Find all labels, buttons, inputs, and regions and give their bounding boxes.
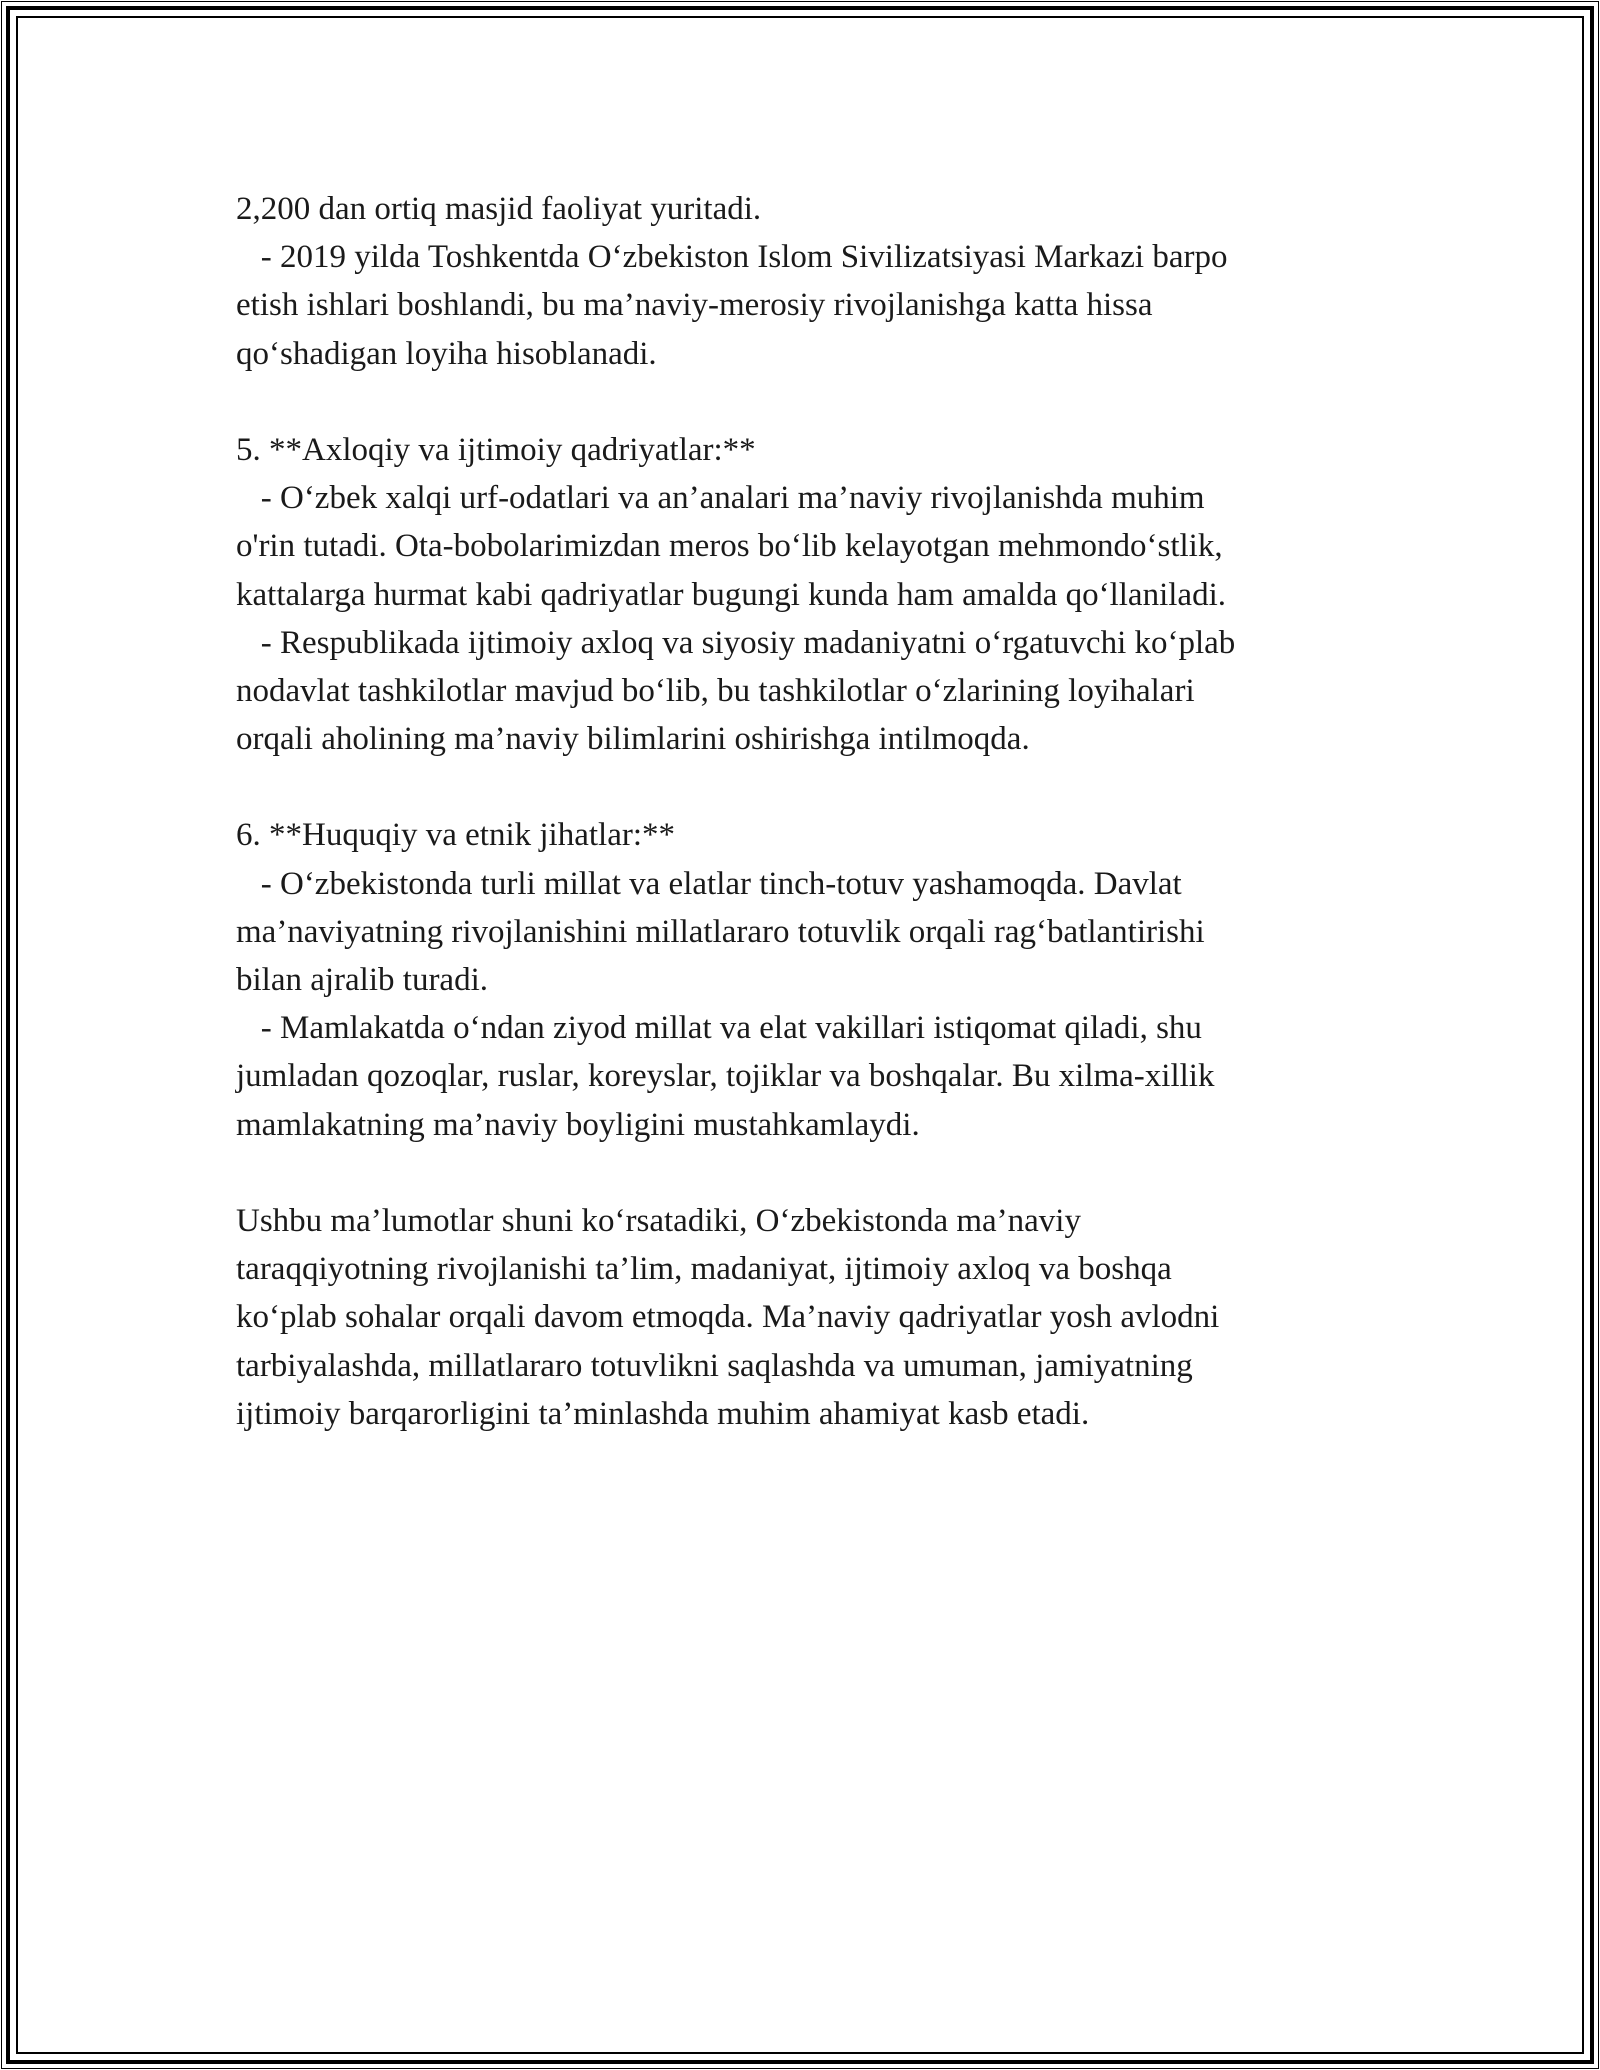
text-line: ijtimoiy barqarorligini ta’minlashda muhim ahamiyat kasb etadi. [236,1395,1090,1432]
document-body [236,185,1366,1438]
text-line: - O‘zbekistonda turli millat va elatlar tinch-totuv yashamoqda. Davlat [236,865,1182,902]
text-line: bilan ajralib turadi. [236,962,488,998]
text-line: ko‘plab sohalar orqali davom etmoqda. Ma’naviy qadriyatlar yosh avlodni [236,1299,1220,1336]
text-line: - 2019 yilda Toshkentda O‘zbekiston Islom Sivilizatsiyasi Markazi barpo [236,239,1228,276]
text-line: qo‘shadigan loyiha hisoblanadi. [236,335,657,372]
text-line: tarbiyalashda, millatlararo totuvlikni saqlashda va umuman, jamiyatning [236,1347,1193,1384]
text-line: nodavlat tashkilotlar mavjud bo‘lib, bu tashkilotlar o‘zlarining loyihalari [236,672,1195,709]
text-line: Ushbu ma’lumotlar shuni ko‘rsatadiki, O‘zbekistonda ma’naviy [236,1202,1081,1239]
text-line: - Respublikada ijtimoiy axloq va siyosiy madaniyatni o‘rgatuvchi ko‘plab [236,624,1236,661]
text-line: mamlakatning ma’naviy boyligini mustahkamlaydi. [236,1106,920,1143]
text-line: jumladan qozoqlar, ruslar, koreyslar, tojiklar va boshqalar. Bu xilma-xillik [236,1058,1215,1095]
paragraph [236,1197,1366,1438]
paragraph-gap [236,763,1366,811]
text-line: ma’naviyatning rivojlanishini millatlararo totuvlik orqali rag‘batlantirishi [236,913,1205,950]
text-line: 2,200 dan ortiq masjid faoliyat yuritadi. [236,191,762,227]
paragraph [236,185,1366,378]
text-line: taraqqiyotning rivojlanishi ta’lim, madaniyat, ijtimoiy axloq va boshqa [236,1251,1172,1288]
text-line: etish ishlari boshlandi, bu ma’naviy-merosiy rivojlanishga katta hissa [236,287,1153,324]
paragraph [236,811,1366,1148]
paragraph [236,426,1366,763]
text-line: kattalarga hurmat kabi qadriyatlar bugungi kunda ham amalda qo‘llaniladi. [236,576,1226,613]
text-line: o'rin tutadi. Ota-bobolarimizdan meros bo‘lib kelayotgan mehmondo‘stlik, [236,528,1223,565]
text-line: orqali aholining ma’naviy bilimlarini oshirishga intilmoqda. [236,721,1030,758]
paragraph-gap [236,1149,1366,1197]
text-line: 5. **Axloqiy va ijtimoiy qadriyatlar:** [236,431,756,468]
text-line: - O‘zbek xalqi urf-odatlari va an’analari ma’naviy rivojlanishda muhim [236,480,1205,517]
paragraph-gap [236,378,1366,426]
text-line: 6. **Huquqiy va etnik jihatlar:** [236,817,676,854]
text-line: - Mamlakatda o‘ndan ziyod millat va elat vakillari istiqomat qiladi, shu [236,1010,1202,1047]
